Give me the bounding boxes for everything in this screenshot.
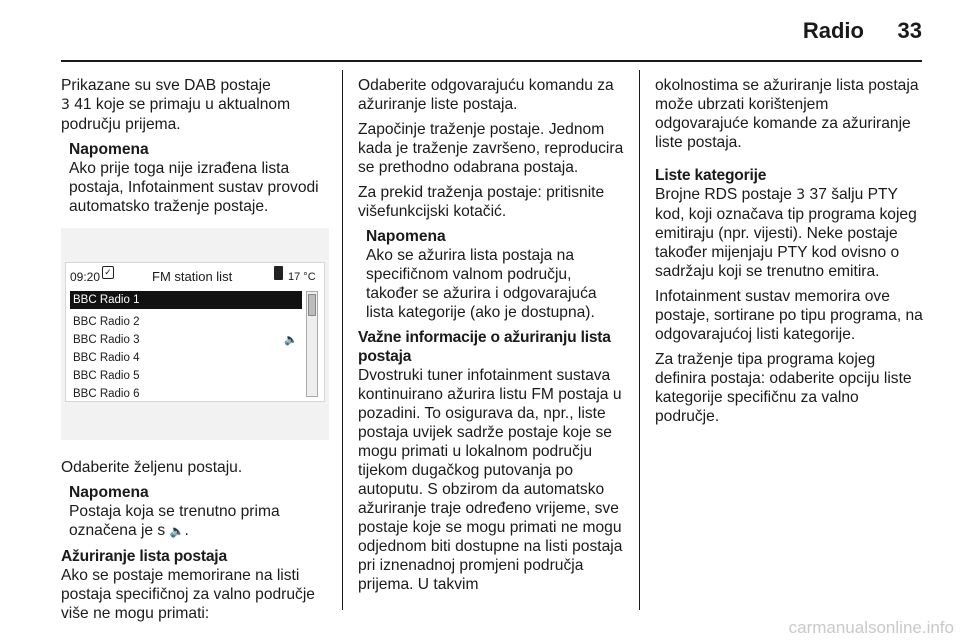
note-body: Ako se ažurira lista postaja na specifičnom valnom području, također se ažurira i odgovarajuća lista kategorije (ako je dostupna).	[366, 247, 597, 321]
note-box	[358, 227, 624, 322]
watermark: carmanualsonline.info	[788, 618, 954, 637]
note-title: Napomena	[69, 141, 149, 158]
column-3	[655, 76, 925, 432]
body-paragraph: okolnostima se ažuriranje lista postaja može ubrzati korištenjem odgovarajuće komande za ažuriranje liste postaja.	[655, 77, 919, 151]
body-paragraph: Za prekid traženja postaje: pritisnite višefunkcijski kotačić.	[358, 184, 605, 220]
cross-reference-arrow: 3	[61, 97, 70, 113]
column-1	[61, 76, 329, 629]
temperature: 17 °C	[288, 271, 316, 283]
station-list	[70, 291, 302, 403]
station-item[interactable]: BBC Radio 5	[73, 370, 140, 382]
station-item[interactable]: BBC Radio 6	[73, 388, 140, 400]
note-body: Postaja koja se trenutno prima označena je s 🔈.	[69, 503, 280, 539]
section-heading: Liste kategorije	[655, 167, 767, 184]
column-divider	[342, 70, 343, 610]
intro-paragraph: Prikazane su sve DAB postaje 3 41 koje se primaju u aktualnom području prijema.	[61, 77, 291, 133]
scrollbar[interactable]	[306, 291, 318, 397]
body-paragraph: Za traženje tipa programa kojeg definira postaja: odaberite opciju liste kategorije specifičnu za valno područje.	[655, 351, 912, 425]
page-number: 33	[897, 18, 922, 43]
screen-status-bar	[66, 263, 324, 285]
speaker-icon: 🔈	[284, 334, 298, 346]
section-heading: Ažuriranje lista postaja	[61, 548, 227, 565]
station-item-selected[interactable]: BBC Radio 1	[70, 291, 302, 309]
page-header	[0, 0, 960, 62]
body-paragraph: Dvostruki tuner infotainment sustava kontinuirano ažurira listu FM postaja u pozadini. To osigurava da, npr., liste postaja uvijek sadrže postaje koje se mogu primati u lokalnom području tijekom dugačkog putovanja po autoputu. S obzirom da automatsko ažuriranje traje određeno vrijeme, sve postaje koje se mogu primati ne mogu odjednom biti dostupne na listi postaja pri iznenadnoj promjeni područja prijema. U takvim	[358, 367, 623, 593]
cross-reference-arrow: 3	[796, 187, 806, 203]
note-box	[61, 483, 329, 541]
header-rule	[61, 60, 922, 62]
clock: 09:20	[70, 270, 101, 284]
note-body: Ako prije toga nije izrađena lista postaja, Infotainment sustav provodi automatsko traženje postaje.	[69, 160, 319, 215]
phone-icon	[274, 266, 283, 280]
body-paragraph: Odaberite odgovarajuću komandu za ažuriranje liste postaja.	[358, 77, 614, 113]
select-station-text: Odaberite željenu postaju.	[61, 459, 243, 476]
fm-station-list-figure	[61, 228, 329, 440]
infotainment-screen	[65, 262, 325, 402]
note-title: Napomena	[69, 484, 149, 501]
station-item[interactable]: BBC Radio 3 🔈	[70, 331, 302, 349]
screen-title: FM station list	[152, 269, 233, 284]
section-title: Radio	[802, 18, 864, 43]
speaker-icon: 🔈	[169, 524, 185, 538]
note-box	[61, 140, 329, 216]
body-paragraph: Infotainment sustav memorira ove postaje, sortirane po tipu programa, na odgovarajućoj listi kategorije.	[655, 288, 923, 343]
body-paragraph: Ako se postaje memorirane na listi postaja specifičnoj za valno područje više ne mogu primati:	[61, 567, 315, 622]
station-item[interactable]: BBC Radio 2	[73, 316, 140, 328]
check-icon: ✓	[102, 266, 114, 279]
station-item[interactable]: BBC Radio 4	[73, 352, 140, 364]
note-title: Napomena	[366, 228, 446, 245]
column-divider	[639, 70, 640, 610]
column-2	[358, 76, 624, 600]
body-paragraph: Započinje traženje postaje. Jednom kada je traženje završeno, reproducira se prethodno odabrana postaja.	[358, 121, 624, 176]
scrollbar-thumb[interactable]	[308, 294, 316, 316]
section-heading: Važne informacije o ažuriranju lista postaja	[358, 329, 611, 365]
body-paragraph: Brojne RDS postaje 3 37 šalju PTY kod, koji označava tip programa kojeg emitiraju (npr. vijesti). Neke postaje također mijenjaju PTY kod ovisno o sadržaju koji se trenutno emitira.	[655, 186, 917, 280]
